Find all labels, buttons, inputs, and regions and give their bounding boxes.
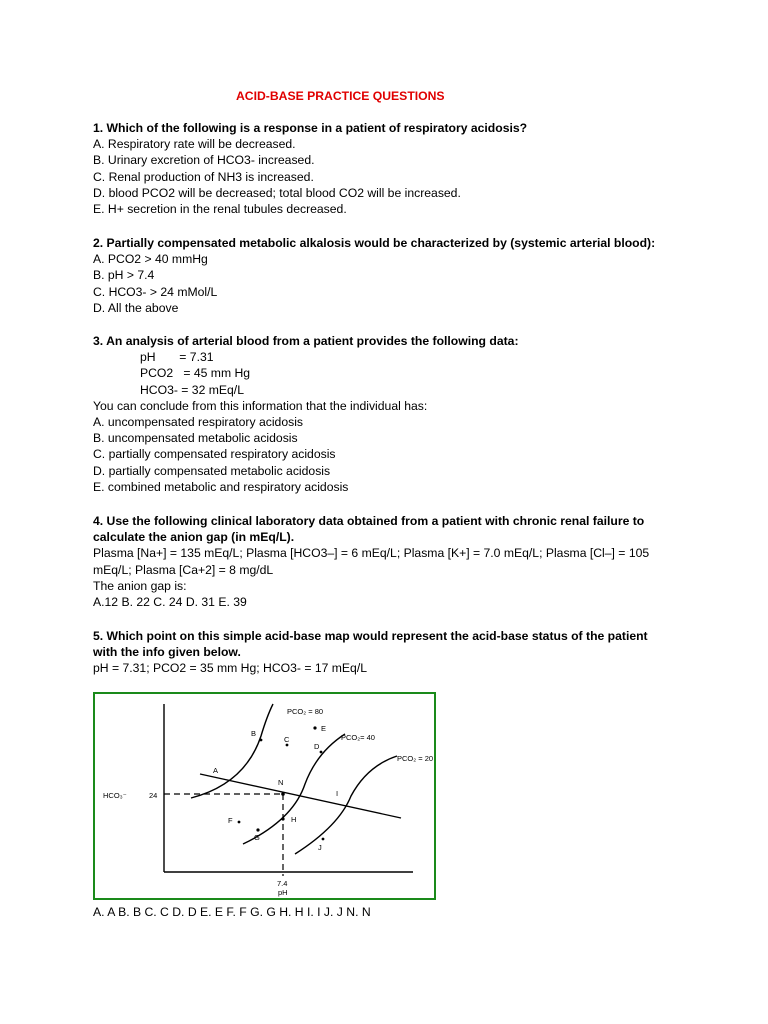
question-4 [93,513,673,610]
question-3-text: 3. An analysis of arterial blood from a patient provides the following data: [93,334,519,348]
point-i [336,789,338,798]
q5-data: pH = 7.31; PCO2 = 35 mm Hg; HCO3- = 17 mEq/L [93,661,367,676]
svg-text:E: E [321,724,327,733]
q4-prompt: The anion gap is: [93,578,187,593]
svg-text:I: I [336,789,339,798]
pco2-80-curve [191,704,273,798]
question-5-text-line2: with the info given below. [93,645,241,660]
q5-answers: A. A B. B C. C D. D E. E F. F G. G H. H I. I J. J N. N [93,905,371,919]
question-4-text-line2: calculate the anion gap (in mEq/L). [93,530,295,545]
acid-base-map-figure [93,692,436,900]
svg-text:N: N [278,778,284,787]
point-n [278,778,285,796]
point-g [254,828,260,842]
q1-option-a: A. Respiratory rate will be decreased. [93,137,296,152]
q1-option-c: C. Renal production of NH3 is increased. [93,169,314,184]
svg-text:D: D [314,742,320,751]
question-1 [93,120,673,217]
q4-data-line2: mEq/L; Plasma [Ca+2] = 8 mg/dL [93,562,274,577]
q3-data-hco3: HCO3- = 32 mEq/L [140,382,244,397]
y-axis-value: 24 [149,791,158,800]
question-3 [93,333,673,495]
pco2-40-label: PCO₂= 40 [341,733,375,742]
q3-option-a: A. uncompensated respiratory acidosis [93,415,304,430]
svg-text:F: F [228,816,233,825]
q4-data-line1: Plasma [Na+] = 135 mEq/L; Plasma [HCO3–] = 6 mEq/L; Plasma [K+] = 7.0 mEq/L; Plasma [Cl–] = 105 [93,546,650,561]
q3-data-ph: pH = 7.31 [140,350,214,365]
q2-option-b: B. pH > 7.4 [93,268,155,283]
question-5 [93,628,673,677]
question-4-text-line1: 4. Use the following clinical laboratory data obtained from a patient with chronic renal failure to [93,514,645,528]
q3-data-pco2: PCO2 = 45 mm Hg [140,366,251,381]
svg-text:H: H [291,815,297,824]
point-c [284,735,290,746]
point-d [314,742,322,753]
point-e [313,724,326,733]
question-2-text: 2. Partially compensated metabolic alkalosis would be characterized by (systemic arterial blood): [93,236,656,250]
q3-option-c: C. partially compensated respiratory acidosis [93,447,336,462]
q2-option-c: C. HCO3- > 24 mMol/L [93,284,218,299]
x-axis-label: pH [278,888,288,897]
svg-text:G: G [254,833,260,842]
question-2 [93,235,673,316]
x-axis-value: 7.4 [277,879,288,888]
point-f [228,816,240,825]
acid-base-map-diagram [95,694,434,898]
q3-option-b: B. uncompensated metabolic acidosis [93,431,298,446]
q2-option-d: D. All the above [93,300,179,315]
point-a [213,766,218,775]
question-5-text-line1: 5. Which point on this simple acid-base map would represent the acid-base status of the patient [93,629,648,643]
q3-prompt: You can conclude from this information that the individual has: [93,398,428,413]
q3-option-d: D. partially compensated metabolic acidosis [93,463,331,478]
buffer-line [200,774,401,818]
pco2-20-label: PCO₂ = 20 [397,754,434,763]
svg-text:A: A [213,766,219,775]
q2-option-a: A. PCO2 > 40 mmHg [93,252,208,267]
svg-text:C: C [284,735,290,744]
point-j [318,838,324,852]
page-title: ACID-BASE PRACTICE QUESTIONS [236,89,445,103]
y-axis-label: HCO₃⁻ [103,791,127,800]
q1-option-e: E. H+ secretion in the renal tubules decreased. [93,202,347,217]
svg-text:J: J [318,843,322,852]
q4-answers: A.12 B. 22 C. 24 D. 31 E. 39 [93,595,247,610]
q1-option-b: B. Urinary excretion of HCO3- increased. [93,153,315,168]
pco2-80-label: PCO₂ = 80 [287,707,324,716]
question-1-text: 1. Which of the following is a response in a patient of respiratory acidosis? [93,121,528,135]
q1-option-d: D. blood PCO2 will be decreased; total blood CO2 will be increased. [93,185,461,200]
svg-text:B: B [251,729,257,738]
q3-option-e: E. combined metabolic and respiratory acidosis [93,479,349,494]
